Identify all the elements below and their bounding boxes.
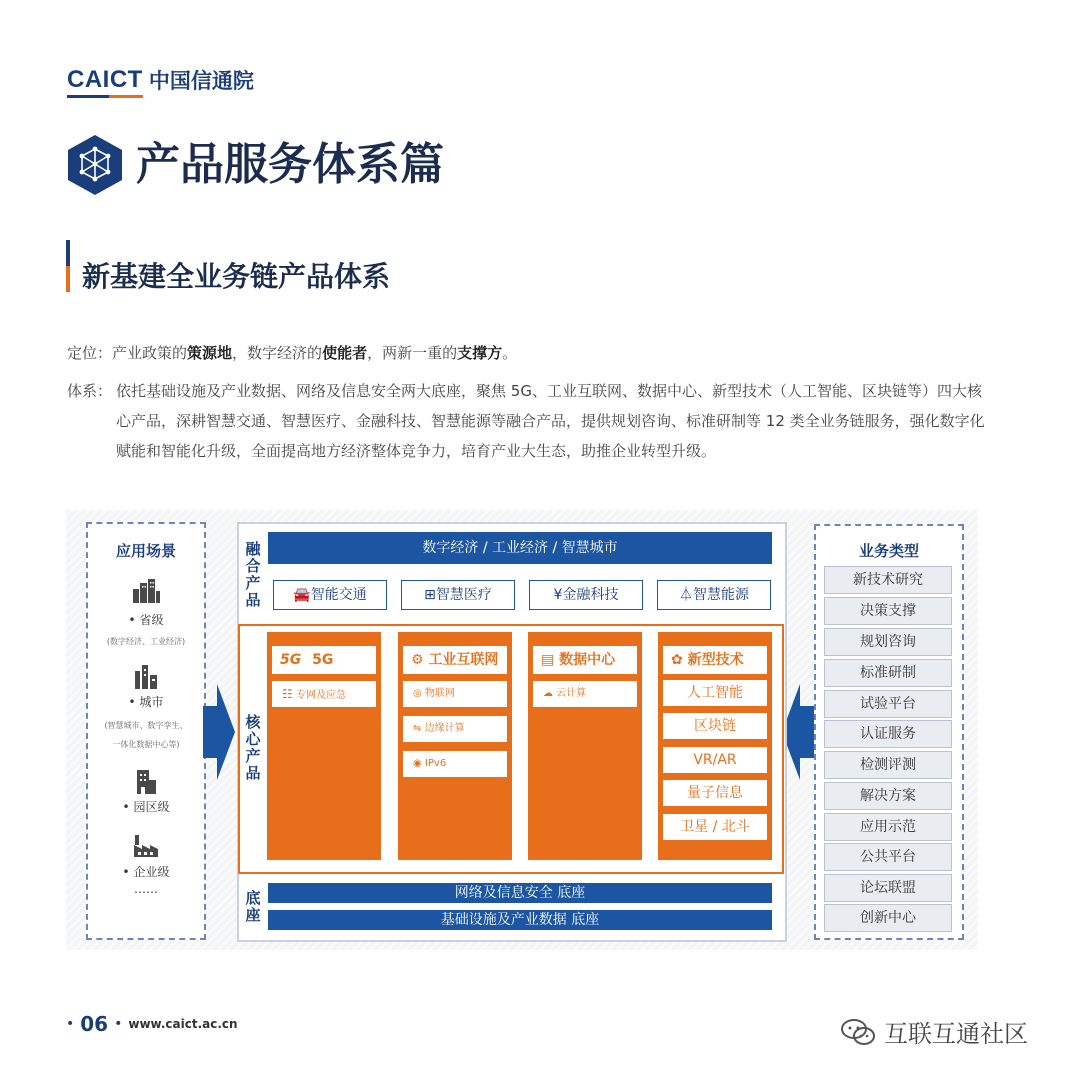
core-sub-item xyxy=(533,681,637,707)
business-type-item: 标准研制 xyxy=(824,659,952,687)
park-icon xyxy=(131,768,161,796)
server-icon: ▤ xyxy=(541,652,555,668)
business-type-item: 论坛联盟 xyxy=(824,874,952,902)
network-icon: ☷ xyxy=(282,687,293,701)
ipv6-icon: ◉ xyxy=(413,758,422,769)
core-column-title: 工业互联网 xyxy=(428,652,499,668)
scenario-item xyxy=(88,579,204,649)
scenario-panel xyxy=(86,522,206,940)
scenario-label: • 园区级 xyxy=(122,800,170,814)
fusion-item-label: 智能交通 xyxy=(310,587,367,603)
positioning-label: 定位： xyxy=(67,344,113,362)
system-label: 体系： xyxy=(67,382,113,400)
bullet-icon: • xyxy=(66,1016,75,1032)
positioning-paragraph xyxy=(67,338,517,368)
base-label-text: 底座 xyxy=(245,889,261,924)
core-sub-item: VR/AR xyxy=(663,747,767,773)
robot-arm-icon: ⚙ xyxy=(411,652,424,668)
scenario-more: …… xyxy=(134,882,158,896)
core-sub-item xyxy=(403,681,507,707)
page-footer xyxy=(66,1012,238,1036)
core-sub-item xyxy=(403,751,507,777)
core-column-header xyxy=(403,646,507,674)
highlight: 支撑方 xyxy=(457,344,503,362)
base-bar-security: 网络及信息安全 底座 xyxy=(268,883,772,903)
business-type-item: 规划咨询 xyxy=(824,628,952,656)
business-type-item: 决策支撑 xyxy=(824,597,952,625)
bullet-icon: • xyxy=(114,1016,123,1032)
business-type-item: 创新中心 xyxy=(824,904,952,932)
scenario-item xyxy=(88,768,204,815)
iot-icon: ◎ xyxy=(413,688,422,699)
building-icon xyxy=(131,579,161,607)
business-type-item: 应用示范 xyxy=(824,813,952,841)
core-sub-item: 卫星 / 北斗 xyxy=(663,814,767,840)
text-part: 。 xyxy=(502,344,518,362)
fusion-label-text: 融合产品 xyxy=(245,540,261,609)
car-icon: 🚘 xyxy=(293,587,311,603)
subtitle-accent-bar xyxy=(66,240,70,292)
core-column-header xyxy=(663,646,767,674)
finance-icon: ¥ xyxy=(553,587,563,603)
base-bar-infrastructure: 基础设施及产业数据 底座 xyxy=(268,910,772,930)
edge-icon: ⇋ xyxy=(413,723,422,734)
text-part: ，两新一重的 xyxy=(367,344,458,362)
business-type-title: 业务类型 xyxy=(858,542,919,560)
core-sub-item-label: IPv6 xyxy=(424,758,447,769)
fusion-label xyxy=(244,541,262,609)
5g-icon: 5G xyxy=(280,652,302,668)
base-label xyxy=(244,890,262,924)
core-label-text: 核心产品 xyxy=(245,713,261,782)
text-part: 产业政策的 xyxy=(112,344,188,362)
highlight: 使能者 xyxy=(322,344,368,362)
core-column-header xyxy=(533,646,637,674)
subtitle: 新基建全业务链产品体系 xyxy=(82,260,391,293)
logo-brand: CAICT xyxy=(67,66,143,93)
city-icon xyxy=(131,663,161,691)
cube-network-icon xyxy=(66,133,124,197)
core-sub-item: 人工智能 xyxy=(663,680,767,706)
watermark xyxy=(840,1014,1028,1049)
business-type-item: 公共平台 xyxy=(824,843,952,871)
core-sub-item-label: 专网及应急 xyxy=(295,690,346,701)
scenario-sub: (数字经济、工业经济) xyxy=(106,637,186,646)
text-part: ，数字经济的 xyxy=(232,344,323,362)
scenario-item xyxy=(88,663,204,752)
highlight: 策源地 xyxy=(187,344,233,362)
fusion-top-bar: 数字经济 / 工业经济 / 智慧城市 xyxy=(268,532,772,564)
logo-brand-cn: 中国信通院 xyxy=(148,69,254,93)
business-type-item: 新技术研究 xyxy=(824,566,952,594)
business-type-item: 试验平台 xyxy=(824,690,952,718)
footer-url[interactable]: www.caict.ac.cn xyxy=(128,1017,238,1031)
scenario-label: • 城市 xyxy=(128,695,164,709)
fusion-item-label: 金融科技 xyxy=(562,587,619,603)
section-title: 产品服务体系篇 xyxy=(136,139,444,190)
core-sub-item xyxy=(272,681,376,707)
fusion-item-label: 智慧能源 xyxy=(693,587,749,603)
system-paragraph: 依托基础设施及产业数据、网络及信息安全两大底座，聚焦 5G、工业互联网、数据中心、新型技术（人工智能、区块链等）四大核心产品，深耕智慧交通、智慧医疗、金融科技、智慧能源等融合产品，提供规划咨询、标准研制等 12 类全业务链服务，强化数字化赋能和智能化升级，全面提高地方经济整体竞争力，培育产业大生态，助推企业转型升级。 xyxy=(116,382,985,460)
core-sub-item-label: 云计算 xyxy=(556,688,587,699)
factory-icon xyxy=(131,833,161,861)
fusion-item-energy xyxy=(657,580,771,610)
tech-icon: ✿ xyxy=(671,652,683,668)
business-type-item: 检测评测 xyxy=(824,751,952,779)
core-sub-item: 区块链 xyxy=(663,713,767,739)
scenario-label: • 企业级 xyxy=(122,865,170,879)
fusion-item-label: 智慧医疗 xyxy=(435,587,492,603)
core-column-title: 新型技术 xyxy=(687,652,744,668)
scenario-label: • 省级 xyxy=(128,613,164,627)
business-type-item: 解决方案 xyxy=(824,782,952,810)
core-sub-item-label: 边缘计算 xyxy=(424,723,465,734)
page-number: 06 xyxy=(80,1012,109,1036)
core-sub-item: 量子信息 xyxy=(663,780,767,806)
fusion-item-medical xyxy=(401,580,515,610)
medical-icon: ⊞ xyxy=(424,587,436,603)
tower-icon: ⏃ xyxy=(679,587,693,603)
core-label xyxy=(244,714,262,782)
core-column-title: 5G xyxy=(312,652,334,668)
core-sub-item xyxy=(403,716,507,742)
core-column-title: 数据中心 xyxy=(559,652,616,668)
watermark-text: 互联互通社区 xyxy=(884,1020,1028,1048)
scenario-sub: 一体化数据中心等) xyxy=(112,740,180,749)
arrow-right-icon xyxy=(203,684,235,780)
scenario-sub: (智慧城市、数字孪生、 xyxy=(104,721,188,730)
core-column-header xyxy=(272,646,376,674)
scenario-item xyxy=(88,833,204,896)
core-sub-item-label: 物联网 xyxy=(424,688,455,699)
cloud-icon: ☁ xyxy=(543,688,553,699)
wechat-icon xyxy=(840,1017,876,1047)
fusion-item-fintech xyxy=(529,580,643,610)
scenario-title: 应用场景 xyxy=(115,542,176,560)
fusion-item-traffic xyxy=(273,580,387,610)
caict-logo xyxy=(67,64,254,96)
business-type-item: 认证服务 xyxy=(824,720,952,748)
